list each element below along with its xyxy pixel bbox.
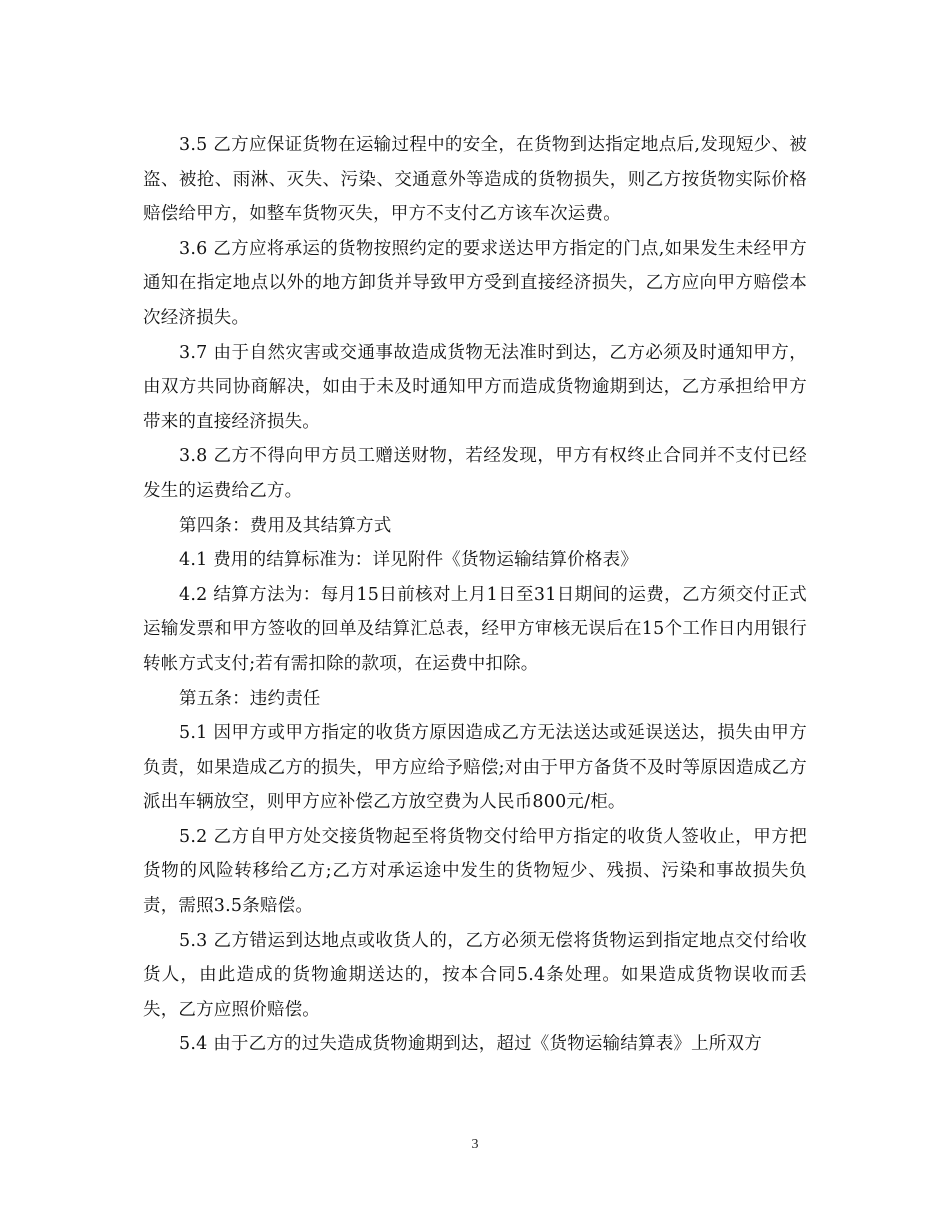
- clause-4-1: 4.1 费用的结算标准为：详见附件《货物运输结算价格表》: [179, 550, 638, 571]
- article-4-heading: 第四条：费用及其结算方式: [179, 515, 392, 536]
- page-number: 3: [471, 1137, 479, 1152]
- clause-4-2: 4.2 结算方法为：每月15日前核对上月1日至31日期间的运费，乙方须交付正式运输发票和甲方签收的回单及结算汇总表，经甲方审核无误后在15个工作日内用银行转帐方式支付;若有需扣除的款项，在运费中扣除。: [143, 584, 807, 674]
- clause-5-3: 5.3 乙方错运到达地点或收货人的，乙方必须无偿将货物运到指定地点交付给收货人，由此造成的货物逾期送达的，按本合同5.4条处理。如果造成货物误收而丢失，乙方应照价赔偿。: [143, 930, 807, 1020]
- clause-5-4: 5.4 由于乙方的过失造成货物逾期到达，超过《货物运输结算表》上所双方: [179, 1034, 762, 1055]
- clause-5-1: 5.1 因甲方或甲方指定的收货方原因造成乙方无法送达或延误送达，损失由甲方负责，如果造成乙方的损失，甲方应给予赔偿;对由于甲方备货不及时等原因造成乙方派出车辆放空，则甲方应补偿乙方放空费为人民币800元/柜。: [143, 723, 807, 813]
- article-5-heading: 第五条：违约责任: [179, 688, 321, 709]
- clause-3-5: 3.5 乙方应保证货物在运输过程中的安全，在货物到达指定地点后,发现短少、被盗、被抢、雨淋、灭失、污染、交通意外等造成的货物损失，则乙方按货物实际价格赔偿给甲方，如整车货物灭失，甲方不支付乙方该车次运费。: [143, 135, 807, 225]
- document-body: [143, 128, 807, 1062]
- clause-5-2: 5.2 乙方自甲方处交接货物起至将货物交付给甲方指定的收货人签收止，甲方把货物的风险转移给乙方;乙方对承运途中发生的货物短少、残损、污染和事故损失负责，需照3.5条赔偿。: [143, 826, 807, 917]
- clause-3-6: 3.6 乙方应将承运的货物按照约定的要求送达甲方指定的门点,如果发生未经甲方通知在指定地点以外的地方卸货并导致甲方受到直接经济损失，乙方应向甲方赔偿本次经济损失。: [143, 238, 807, 328]
- clause-3-8: 3.8 乙方不得向甲方员工赠送财物，若经发现，甲方有权终止合同并不支付已经发生的运费给乙方。: [143, 446, 807, 501]
- clause-3-7: 3.7 由于自然灾害或交通事故造成货物无法准时到达，乙方必须及时通知甲方，由双方共同协商解决，如由于未及时通知甲方而造成货物逾期到达，乙方承担给甲方带来的直接经济损失。: [143, 342, 807, 432]
